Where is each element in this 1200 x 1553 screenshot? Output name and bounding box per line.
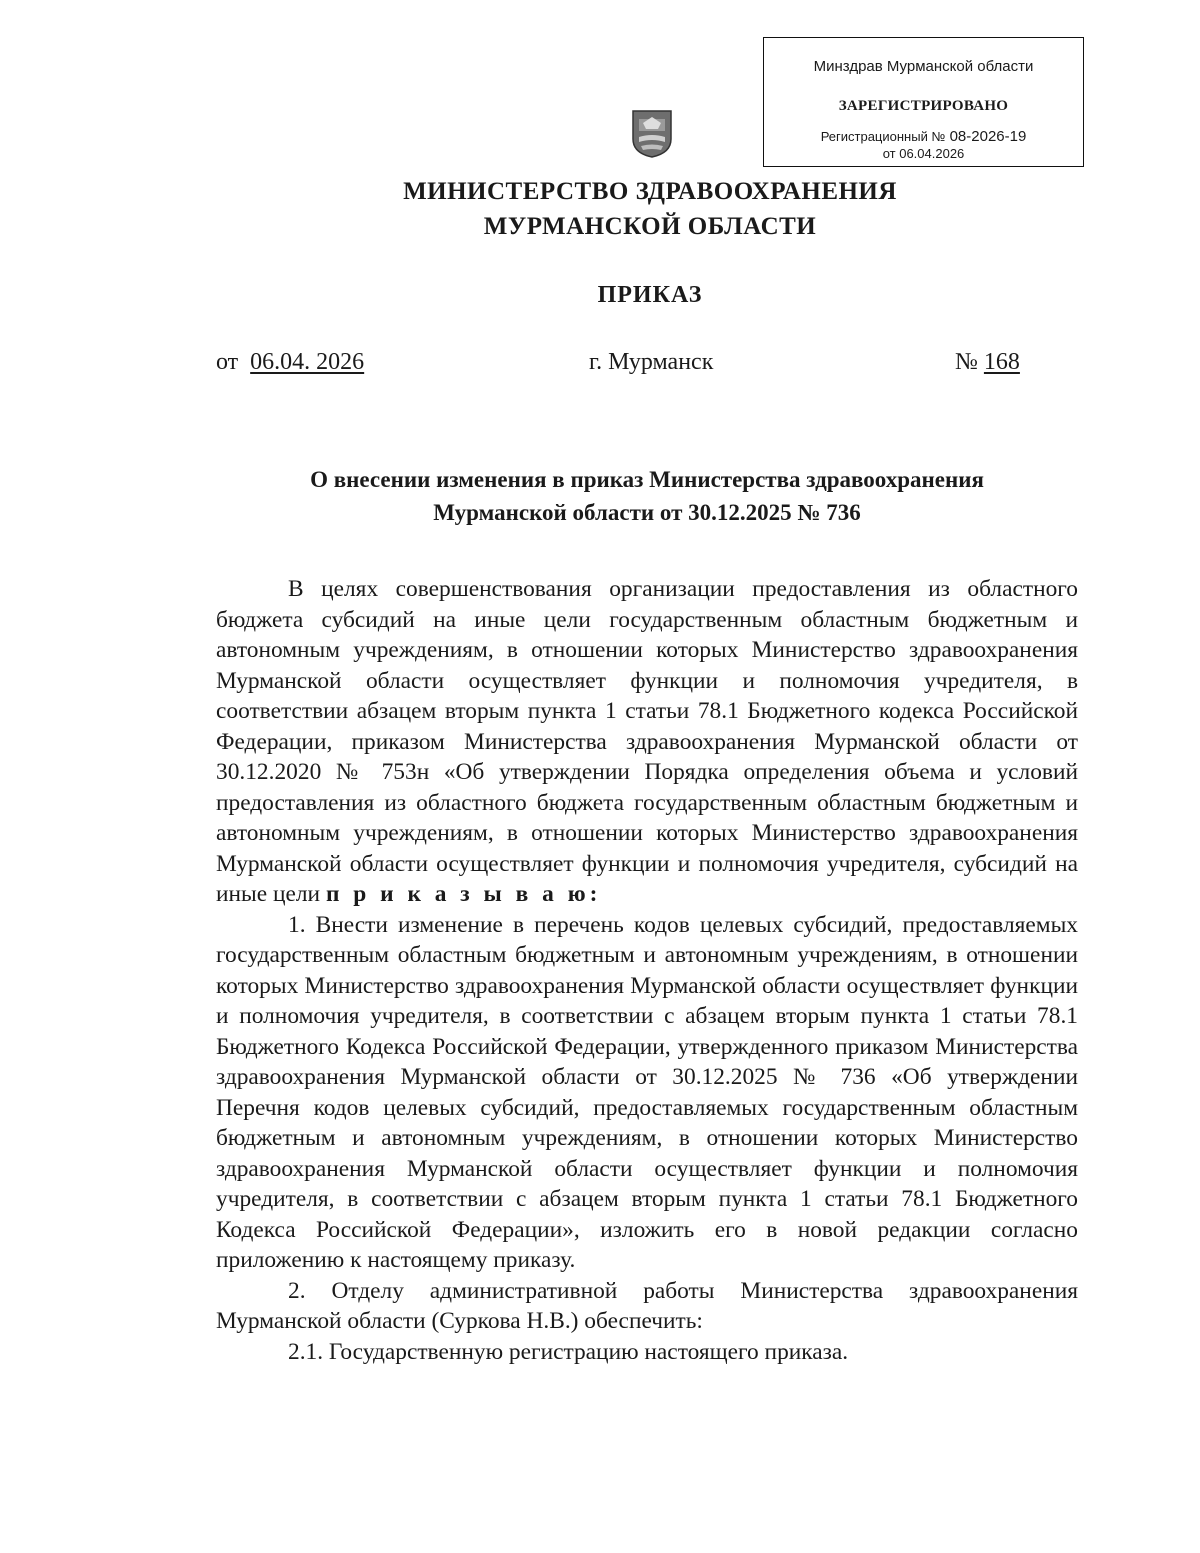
item-2: 2. Отделу административной работы Министерства здравоохранения Мурманской области (Суркова Н.В.) обеспечить: bbox=[216, 1277, 1078, 1334]
order-date-prefix: от bbox=[216, 349, 239, 375]
order-number-value: 168 bbox=[983, 349, 1020, 375]
subject-line2: Мурманской области от 30.12.2025 № 736 bbox=[433, 500, 861, 525]
stamp-reg-number-line bbox=[764, 128, 1083, 145]
subject-line1: О внесении изменения в приказ Министерства здравоохранения bbox=[310, 467, 984, 492]
preamble-text: В целях совершенствования организации предоставления из областного бюджета субсидий на иные цели государственным областным бюджетным и автономным учреждениям, в отношении которых Министерство здравоохранения Мурманской области осуществляет функции и полномочия учредителя, в соответствии абзацем вторым пункта 1 статьи 78.1 Бюджетного кодекса Российской Федерации, приказом Министерства здравоохранения Мурманской области от 30.12.2020 № 753н «Об утверждении Порядка определения объема и условий предоставления из областного бюджета государственным областным бюджетным и автономным учреждениям, в отношении которых Министерство здравоохранения Мурманской области осуществляет функции и полномочия учредителя, субсидий на иные цели bbox=[216, 576, 1078, 907]
stamp-status: ЗАРЕГИСТРИРОВАНО bbox=[838, 98, 1009, 114]
order-date bbox=[216, 349, 364, 376]
ministry-title-line2: МУРМАНСКОЙ ОБЛАСТИ bbox=[483, 213, 817, 240]
order-word: п р и к а з ы в а ю bbox=[325, 881, 590, 907]
order-colon: : bbox=[589, 881, 602, 907]
order-subject bbox=[216, 463, 1078, 529]
stamp-date-label: от bbox=[882, 146, 896, 161]
coat-of-arms-icon bbox=[631, 109, 673, 159]
ministry-title-line1: МИНИСТЕРСТВО ЗДРАВООХРАНЕНИЯ bbox=[403, 178, 897, 205]
stamp-reg-number: 08-2026-19 bbox=[949, 128, 1027, 145]
order-number bbox=[955, 349, 1020, 376]
preamble-paragraph bbox=[216, 574, 1078, 910]
item-2-1: 2.1. Государственную регистрацию настоящего приказа. bbox=[288, 1338, 849, 1365]
document-body bbox=[216, 574, 1078, 1367]
order-date-value: 06.04. 2026 bbox=[250, 349, 365, 375]
stamp-reg-label: Регистрационный № bbox=[820, 129, 946, 144]
item-1: 1. Внести изменение в перечень кодов целевых субсидий, предоставляемых государственным областным бюджетным и автономным учреждениям, в отношении которых Министерство здравоохранения Мурманской области осуществляет функции и полномочия учредителя, в соответствии с абзацем вторым пункта 1 статьи 78.1 Бюджетного Кодекса Российской Федерации, утвержденного приказом Министерства здравоохранения Мурманской области от 30.12.2025 № 736 «Об утверждении Перечня кодов целевых субсидий, предоставляемых государственным областным бюджетным и автономным учреждениям, в отношении которых Министерство здравоохранения Мурманской области осуществляет функции и полномочия учредителя, в соответствии с абзацем вторым пункта 1 статьи 78.1 Бюджетного Кодекса Российской Федерации», изложить его в новой редакции согласно приложению к настоящему приказу. bbox=[216, 911, 1078, 1273]
stamp-date-line bbox=[764, 146, 1083, 161]
stamp-ministry: Минздрав Мурманской области bbox=[813, 58, 1034, 75]
registration-stamp bbox=[763, 37, 1084, 167]
document-type: ПРИКАЗ bbox=[597, 282, 703, 308]
order-number-prefix: № bbox=[955, 349, 978, 375]
order-city: г. Мурманск bbox=[589, 349, 714, 375]
stamp-date: 06.04.2026 bbox=[899, 146, 965, 161]
